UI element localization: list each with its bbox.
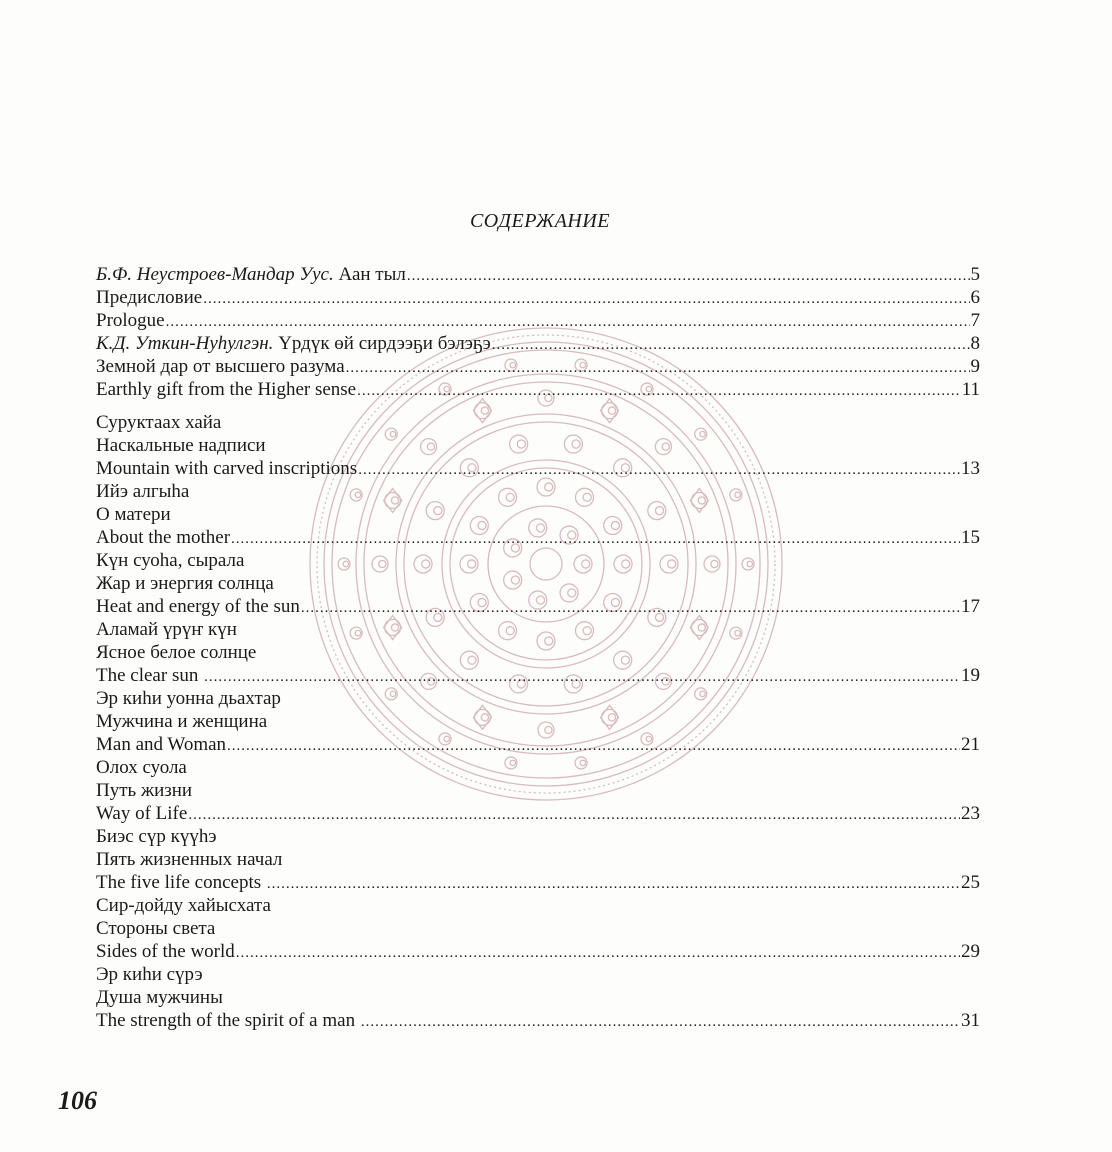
toc-entry-title — [96, 572, 274, 595]
toc-entry-title — [96, 595, 300, 618]
toc-entry-page: 25 — [961, 872, 980, 893]
toc-entry-title — [96, 286, 202, 309]
toc-entry-title — [96, 986, 223, 1009]
toc-entry-page: 21 — [961, 734, 980, 755]
toc-leader-dots — [236, 942, 960, 965]
toc-entry-author: Б.Ф. Неустроев-Мандар Уус. — [96, 264, 334, 285]
toc-entry[interactable] — [96, 457, 980, 480]
toc-entry-title — [96, 733, 226, 756]
toc-entry-title — [96, 526, 230, 549]
toc-entry[interactable] — [96, 917, 980, 940]
toc-entry-title — [96, 848, 282, 871]
toc-entry-page: 19 — [961, 665, 980, 686]
toc-entry-page: 29 — [961, 941, 980, 962]
toc-entry-title-text: Жар и энергия солнца — [96, 573, 274, 594]
toc-entry-page: 5 — [970, 264, 980, 285]
toc-entry[interactable] — [96, 986, 980, 1009]
toc-entry[interactable] — [96, 963, 980, 986]
toc-entry[interactable] — [96, 572, 980, 595]
toc-leader-dots — [358, 459, 960, 482]
toc-entry-title — [96, 263, 406, 286]
toc-entry-title — [96, 503, 171, 526]
toc-entry-title — [96, 355, 345, 378]
toc-entry-page: 8 — [970, 333, 980, 354]
toc-entry-title — [96, 756, 187, 779]
toc-leader-dots — [231, 528, 960, 551]
toc-entry-title-text: Биэс сүр күүһэ — [96, 826, 217, 847]
toc-entry[interactable] — [96, 355, 980, 378]
toc-entry[interactable] — [96, 434, 980, 457]
toc-entry[interactable] — [96, 332, 980, 355]
toc-entry-title — [96, 894, 271, 917]
toc-leader-dots — [188, 804, 960, 827]
toc-entry[interactable] — [96, 802, 980, 825]
toc-entry-title — [96, 434, 266, 457]
toc-entry-title-text: Prologue — [96, 310, 165, 331]
toc-leader-dots — [346, 357, 970, 380]
toc-leader-dots — [357, 380, 961, 403]
toc-entry-title-text: Сир-дойду хайысхата — [96, 895, 271, 916]
toc-leader-dots — [204, 666, 960, 689]
toc-entry-title-text: Мужчина и женщина — [96, 711, 268, 732]
toc-entry[interactable] — [96, 894, 980, 917]
toc-entry[interactable] — [96, 940, 980, 963]
toc-entry[interactable] — [96, 825, 980, 848]
toc-entry-title-text: Аламай үрүҥ күн — [96, 619, 237, 640]
toc-entry[interactable] — [96, 503, 980, 526]
toc-entry[interactable] — [96, 618, 980, 641]
toc-entry-title-text: Эр киһи сүрэ — [96, 964, 203, 985]
toc-entry[interactable] — [96, 664, 980, 687]
toc-entry-title-text: Суруктаах хайа — [96, 412, 222, 433]
toc-entry[interactable] — [96, 710, 980, 733]
toc-entry[interactable] — [96, 263, 980, 286]
toc-entry[interactable] — [96, 756, 980, 779]
toc-entry-page: 31 — [961, 1010, 980, 1031]
page-number: 106 — [58, 1086, 97, 1115]
toc-entry[interactable] — [96, 687, 980, 710]
toc-entry-title — [96, 1009, 360, 1032]
toc-entry-title-text: Стороны света — [96, 918, 216, 939]
toc-entry-title-text: The strength of the spirit of a man — [96, 1010, 360, 1031]
toc-entry-title-text: Ясное белое солнце — [96, 642, 257, 663]
toc-entry-title — [96, 871, 266, 894]
toc-entry-page: 17 — [961, 596, 980, 617]
toc-entry-title — [96, 710, 267, 733]
toc-entry-title — [96, 618, 237, 641]
toc-entry-title — [96, 825, 217, 848]
toc-entry-page: 15 — [961, 527, 980, 548]
toc-entry-title — [96, 687, 281, 710]
toc-entry-title — [96, 802, 187, 825]
toc-leader-dots — [407, 265, 970, 288]
toc-entry-title — [96, 940, 235, 963]
toc-entry-title-text: Ийэ алгыһа — [96, 481, 190, 502]
toc-entry-page: 11 — [961, 379, 980, 400]
toc-entry[interactable] — [96, 549, 980, 572]
toc-entry[interactable] — [96, 779, 980, 802]
toc-entry[interactable] — [96, 848, 980, 871]
toc-entry[interactable] — [96, 526, 980, 549]
toc-entry[interactable] — [96, 871, 980, 894]
toc-entry-title-text: Душа мужчины — [96, 987, 223, 1008]
toc-entry-title-text: Үрдүк өй сирдээҕи бэлэҕэ — [273, 333, 491, 354]
toc-entry-title — [96, 309, 165, 332]
toc-entry-title-text: О матери — [96, 504, 171, 525]
toc-entry-title-text: Земной дар от высшего разума — [96, 356, 345, 377]
toc-entry-title-text: Mountain with carved inscriptions — [96, 458, 358, 479]
toc-entry-page: 23 — [961, 803, 980, 824]
toc-entry-title-text: Heat and energy of the sun — [96, 596, 300, 617]
toc-entry-title-text: Earthly gift from the Higher sense — [96, 379, 357, 400]
toc-entry-page: 7 — [970, 310, 980, 331]
toc-entry-title — [96, 480, 189, 503]
toc-entry-title-text: Sides of the world — [96, 941, 235, 962]
toc-entry-title-text: About the mother — [96, 527, 231, 548]
toc-entry-title — [96, 411, 221, 434]
toc-entry-title-text: Наскальные надписи — [96, 435, 266, 456]
toc-entry[interactable] — [96, 309, 980, 332]
toc-entry-title — [96, 963, 203, 986]
toc-entry-title — [96, 332, 491, 355]
toc-entry-title-text: Предисловие — [96, 287, 203, 308]
toc-entry-page: 9 — [970, 356, 980, 377]
toc-entry-title — [96, 664, 203, 687]
toc-entry-title-text: Man and Woman — [96, 734, 227, 755]
toc-entry[interactable] — [96, 641, 980, 664]
toc-entry[interactable] — [96, 286, 980, 309]
toc-entry-title-text: Путь жизни — [96, 780, 193, 801]
toc-leader-dots — [492, 334, 970, 357]
toc-leader-dots — [203, 288, 969, 311]
toc-entry-author: К.Д. Уткин-Нуһулгэн. — [96, 333, 274, 354]
toc-entry-title-text: Way of Life — [96, 803, 188, 824]
toc-leader-dots — [301, 597, 960, 620]
toc-leader-dots — [227, 735, 960, 758]
toc-entry-title-text: Күн суоһа, сырала — [96, 550, 245, 571]
toc-entry-title — [96, 779, 192, 802]
toc-entry[interactable] — [96, 411, 980, 434]
toc-entry-title — [96, 378, 356, 401]
toc-entry-title — [96, 641, 256, 664]
toc-entry-page: 13 — [961, 458, 980, 479]
toc-leader-dots — [361, 1011, 960, 1034]
toc-entry-title-text: The clear sun — [96, 665, 204, 686]
toc-leader-dots — [267, 873, 960, 896]
toc-entry[interactable] — [96, 480, 980, 503]
toc-entry[interactable] — [96, 595, 980, 618]
toc-entry-title-text: The five life concepts — [96, 872, 266, 893]
toc-heading: СОДЕРЖАНИЕ — [469, 210, 611, 232]
toc-entry-title-text: Аан тыл — [333, 264, 406, 285]
table-of-contents — [96, 263, 980, 1032]
toc-entry-title — [96, 549, 244, 572]
toc-entry[interactable] — [96, 1009, 980, 1032]
toc-entry-title-text: Эр киһи уонна дьахтар — [96, 688, 281, 709]
toc-entry-title — [96, 917, 215, 940]
toc-entry-title-text: Пять жизненных начал — [96, 849, 283, 870]
toc-entry-title — [96, 457, 357, 480]
toc-entry-title-text: Олох суола — [96, 757, 187, 778]
toc-entry[interactable] — [96, 733, 980, 756]
toc-entry-page: 6 — [970, 287, 980, 308]
toc-leader-dots — [166, 311, 970, 334]
toc-entry[interactable] — [96, 378, 980, 401]
